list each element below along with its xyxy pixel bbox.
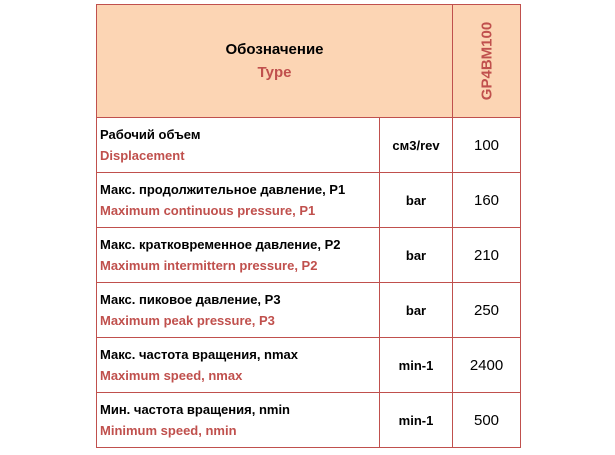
param-name-en: Maximum intermittern pressure, P2 [100, 258, 318, 273]
param-name-en: Maximum peak pressure, P3 [100, 313, 275, 328]
param-cell [97, 228, 380, 283]
table-row [97, 338, 521, 393]
table-row [97, 393, 521, 448]
unit-cell: bar [380, 283, 453, 338]
param-cell [97, 283, 380, 338]
unit-cell: см3/rev [380, 118, 453, 173]
param-cell [97, 118, 380, 173]
model-name: GP4BM100 [478, 21, 495, 101]
value-cell: 100 [453, 118, 521, 173]
value-cell: 160 [453, 173, 521, 228]
param-cell [97, 173, 380, 228]
value-cell: 210 [453, 228, 521, 283]
spec-table [96, 4, 521, 448]
param-name-en: Maximum speed, nmax [100, 368, 243, 383]
param-name-en: Maximum continuous pressure, P1 [100, 203, 316, 218]
param-cell [97, 338, 380, 393]
type-header-cell [97, 5, 453, 118]
table-row [97, 173, 521, 228]
table-row [97, 283, 521, 338]
param-name-ru: Мин. частота вращения, nmin [100, 402, 290, 417]
unit-cell: min-1 [380, 338, 453, 393]
param-name-ru: Макс. частота вращения, nmax [100, 347, 299, 362]
param-name-en: Displacement [100, 148, 185, 163]
unit-cell: bar [380, 228, 453, 283]
param-cell [97, 393, 380, 448]
value-cell: 250 [453, 283, 521, 338]
model-header-cell [453, 5, 521, 118]
param-name-ru: Макс. пиковое давление, P3 [100, 292, 281, 307]
table-row [97, 118, 521, 173]
value-cell: 500 [453, 393, 521, 448]
table-row [97, 228, 521, 283]
type-label-en: Type [257, 64, 292, 81]
param-name-ru: Макс. кратковременное давление, P2 [100, 237, 341, 252]
header-row [97, 5, 521, 118]
value-cell: 2400 [453, 338, 521, 393]
unit-cell: bar [380, 173, 453, 228]
unit-cell: min-1 [380, 393, 453, 448]
param-name-ru: Макс. продолжительное давление, P1 [100, 182, 346, 197]
param-name-en: Minimum speed, nmin [100, 423, 237, 438]
type-label-ru: Обозначение [225, 41, 324, 58]
param-name-ru: Рабочий объем [100, 127, 201, 142]
